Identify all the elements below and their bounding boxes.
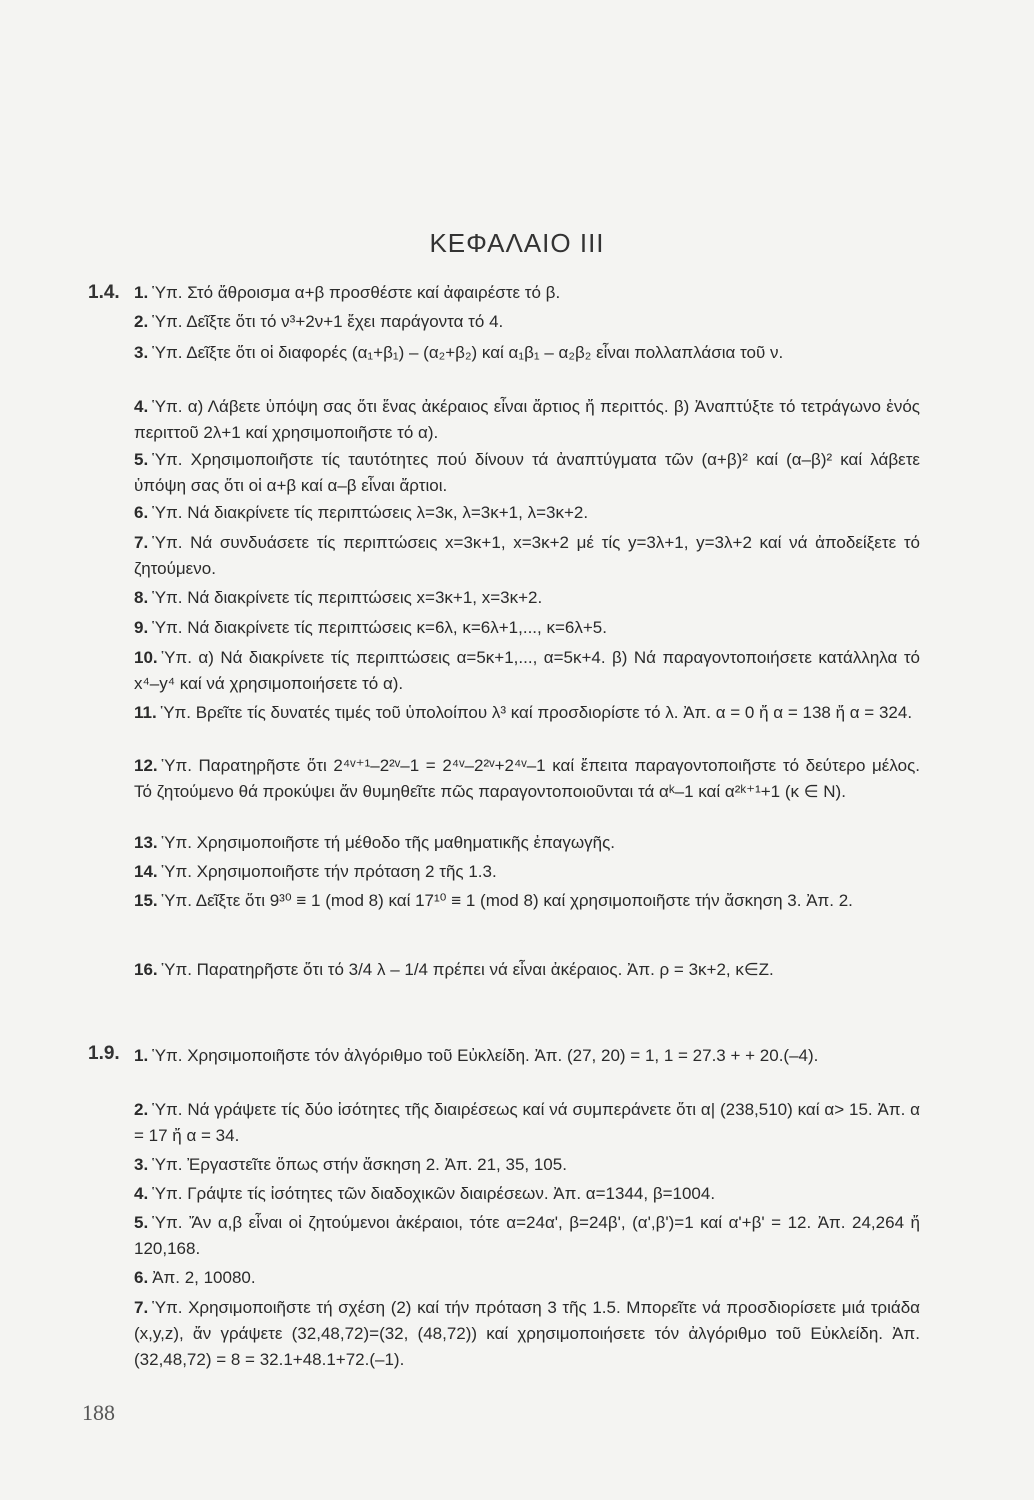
list-item <box>134 1043 920 1069</box>
list-item <box>134 500 920 526</box>
item-number: 11. <box>134 703 157 722</box>
item-number: 1. <box>134 1046 149 1065</box>
page-number: 188 <box>82 1400 115 1425</box>
item-text: Ὑπ. Νά συνδυάσετε τίς περιπτώσεις x=3κ+1, x=3κ+2 μέ τίς y=3λ+1, y=3λ+2 καί νά ἀποδείξετε τό ζητούμενο. <box>134 533 920 578</box>
item-text: Ὑπ. Βρεῖτε τίς δυνατές τιμές τοῦ ὑπολοίπου λ³ καί προσδιορίστε τό λ. Ἀπ. α = 0 ἤ α = 138 ἤ α = 324. <box>160 703 913 722</box>
list-item <box>134 1181 920 1207</box>
item-text: Ὑπ. Χρησιμοποιῆστε τή μέθοδο τῆς μαθηματικῆς ἐπαγωγῆς. <box>161 833 616 852</box>
list-item <box>134 830 920 856</box>
item-text: Ἀπ. 2, 10080. <box>152 1268 256 1287</box>
item-text: Ὑπ. Χρησιμοποιῆστε τή σχέση (2) καί τήν πρόταση 3 τῆς 1.5. Μπορεῖτε νά προσδιορίσετε μιά τριάδα (x,y,z), ἄν γράψετε (32,48,72)=(32, (48,72)) καί χρησιμοποιήσετε τόν ἀλγόριθμο τοῦ Εὐκλείδη. Ἀπ. (32,48,72) = 8 = 32.1+48.1+72.(–1). <box>134 1298 920 1369</box>
list-item <box>134 340 920 366</box>
item-number: 8. <box>134 588 149 607</box>
item-text: Ὑπ. Νά διακρίνετε τίς περιπτώσεις x=3κ+1, x=3κ+2. <box>152 588 543 607</box>
item-number: 13. <box>134 833 158 852</box>
list-item <box>134 1097 920 1149</box>
item-text: Ὑπ. Δεῖξτε ὅτι 9³⁰ ≡ 1 (mod 8) καί 17¹⁰ ≡ 1 (mod 8) καί χρησιμοποιῆστε τήν ἄσκηση 3. Ἀπ. 2. <box>161 891 853 910</box>
list-item <box>134 957 920 983</box>
list-item <box>134 700 920 726</box>
item-text: Ὑπ. Παρατηρῆστε ὅτι 2⁴ᵛ⁺¹–2²ᵛ–1 = 2⁴ᵛ–2²ᵛ+2⁴ᵛ–1 καί ἔπειτα παραγοντοποιῆστε τό δεύτερο μέλος. Τό ζητούμενο θά προκύψει ἄν θυμηθεῖτε πῶς παραγοντοποιοῦνται τά αᵏ–1 καί α²ᵏ⁺¹+1 (κ ∈ N). <box>134 756 920 801</box>
item-number: 10. <box>134 648 158 667</box>
list-item <box>134 1265 920 1291</box>
list-item <box>134 1152 920 1178</box>
item-number: 3. <box>134 343 149 362</box>
item-text: Ὑπ. Νά διακρίνετε τίς περιπτώσεις κ=6λ, κ=6λ+1,..., κ=6λ+5. <box>152 618 607 637</box>
item-number: 12. <box>134 756 158 775</box>
item-number: 2. <box>134 1100 149 1119</box>
item-text: Ὑπ. Στό ἄθροισμα α+β προσθέστε καί ἀφαιρέστε τό β. <box>152 283 561 302</box>
item-text: Ὑπ. Χρησιμοποιῆστε τήν πρόταση 2 τῆς 1.3. <box>161 862 497 881</box>
item-text: Ὑπ. Χρησιμοποιῆστε τίς ταυτότητες πού δίνουν τά ἀναπτύγματα τῶν (α+β)² καί (α–β)² καί λάβετε ὑπόψη σας ὅτι οἱ α+β καί α–β εἶναι ἄρτιοι. <box>134 450 920 495</box>
section-label-1-4: 1.4. <box>88 282 120 303</box>
item-text: Ὑπ. α) Λάβετε ὑπόψη σας ὅτι ἕνας ἀκέραιος εἶναι ἄρτιος ἤ περιττός. β) Ἀναπτύξτε τό τετράγωνο ἑνός περιττοῦ 2λ+1 καί χρησιμοποιῆστε τό α). <box>134 397 920 442</box>
list-item <box>134 888 920 914</box>
item-text: Ὑπ. Γράψτε τίς ἰσότητες τῶν διαδοχικῶν διαιρέσεων. Ἀπ. α=1344, β=1004. <box>152 1184 716 1203</box>
list-item <box>134 394 920 446</box>
item-text: Ὑπ. Ἄν α,β εἶναι οἱ ζητούμενοι ἀκέραιοι, τότε α=24α', β=24β', (α',β')=1 καί α'+β' = 12. Ἀπ. 24,264 ἤ 120,168. <box>134 1213 920 1258</box>
item-number: 3. <box>134 1155 149 1174</box>
item-number: 9. <box>134 618 149 637</box>
item-text: Ὑπ. Δεῖξτε ὅτι τό ν³+2ν+1 ἔχει παράγοντα τό 4. <box>152 312 504 331</box>
item-number: 6. <box>134 503 149 522</box>
item-text: Ὑπ. Παρατηρῆστε ὅτι τό 3/4 λ – 1/4 πρέπει νά εἶναι ἀκέραιος. Ἀπ. ρ = 3κ+2, κ∈Z. <box>161 960 774 979</box>
item-text: Ὑπ. Χρησιμοποιῆστε τόν ἀλγόριθμο τοῦ Εὐκλείδη. Ἀπ. (27, 20) = 1, 1 = 27.3 + + 20.(–4). <box>152 1046 819 1065</box>
item-text: Ὑπ. Νά διακρίνετε τίς περιπτώσεις λ=3κ, λ=3κ+1, λ=3κ+2. <box>152 503 589 522</box>
list-item <box>134 530 920 582</box>
list-item <box>134 447 920 499</box>
item-number: 4. <box>134 1184 149 1203</box>
item-number: 5. <box>134 1213 149 1232</box>
item-number: 16. <box>134 960 158 979</box>
list-item <box>134 645 920 697</box>
list-item <box>134 280 920 306</box>
item-number: 7. <box>134 1298 149 1317</box>
list-item <box>134 1210 920 1262</box>
list-item <box>134 1295 920 1373</box>
list-item <box>134 585 920 611</box>
list-item <box>134 753 920 805</box>
item-number: 7. <box>134 533 149 552</box>
list-item <box>134 309 920 335</box>
item-text: Ὑπ. Νά γράψετε τίς δύο ἰσότητες τῆς διαιρέσεως καί νά συμπεράνετε ὅτι α| (238,510) καί α> 15. Ἀπ. α = 17 ἤ α = 34. <box>134 1100 920 1145</box>
item-text: Ὑπ. Ἐργαστεῖτε ὅπως στήν ἄσκηση 2. Ἀπ. 21, 35, 105. <box>152 1155 567 1174</box>
item-number: 15. <box>134 891 158 910</box>
item-number: 4. <box>134 397 149 416</box>
item-number: 2. <box>134 312 149 331</box>
item-number: 1. <box>134 283 149 302</box>
item-number: 6. <box>134 1268 149 1287</box>
item-text: Ὑπ. Δεῖξτε ὅτι οἱ διαφορές (α₁+β₁) – (α₂+β₂) καί α₁β₁ – α₂β₂ εἶναι πολλαπλάσια τοῦ ν. <box>152 343 784 362</box>
list-item <box>134 615 920 641</box>
section-label-1-9: 1.9. <box>88 1043 120 1064</box>
list-item <box>134 859 920 885</box>
item-number: 14. <box>134 862 158 881</box>
chapter-title: ΚΕΦΑΛΑΙΟ III <box>429 228 605 258</box>
item-text: Ὑπ. α) Νά διακρίνετε τίς περιπτώσεις α=5κ+1,..., α=5κ+4. β) Νά παραγοντοποιήσετε κατάλληλα τό x⁴–y⁴ καί νά χρησιμοποιήσετε τό α). <box>134 648 920 693</box>
item-number: 5. <box>134 450 149 469</box>
